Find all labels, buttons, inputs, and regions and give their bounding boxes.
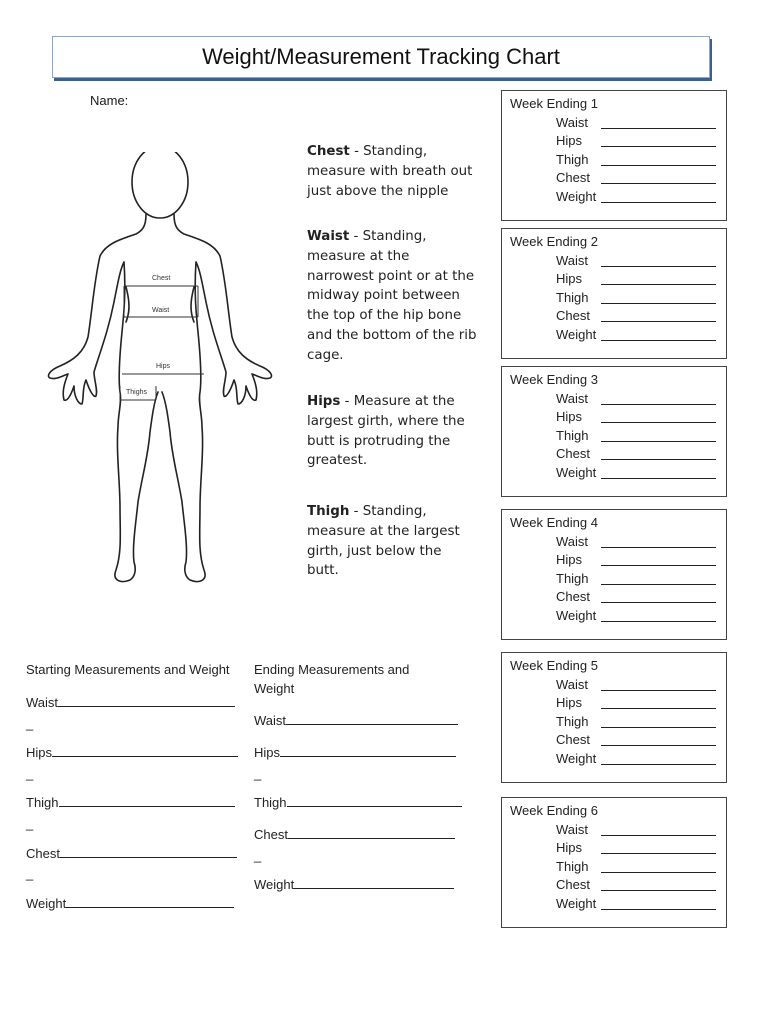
- waist-entry-line[interactable]: [601, 835, 716, 836]
- ending-measurements: [254, 660, 469, 900]
- field-label: Weight: [556, 465, 597, 480]
- chest-entry-line[interactable]: [601, 459, 716, 460]
- field-label: Weight: [556, 896, 597, 911]
- week-title: Week Ending 5: [510, 658, 598, 673]
- start-weight-line[interactable]: [66, 895, 234, 908]
- field-label: Chest: [556, 308, 590, 323]
- thigh-entry-line[interactable]: [601, 303, 716, 304]
- field-label: Hips: [556, 552, 583, 567]
- ending-heading: Ending Measurements and Weight: [254, 662, 410, 696]
- week-6-box: [501, 797, 727, 928]
- field-label: Thigh: [556, 152, 589, 167]
- week-2-box: [501, 228, 727, 359]
- field-label: Hips: [556, 271, 583, 286]
- field-label: Thigh: [556, 714, 589, 729]
- field-label: Chest: [26, 846, 60, 861]
- field-label: Waist: [556, 677, 589, 692]
- end-chest-line[interactable]: [288, 826, 455, 839]
- start-hips-line[interactable]: [52, 744, 238, 757]
- chest-entry-line[interactable]: [601, 890, 716, 891]
- field-label: Thigh: [556, 290, 589, 305]
- field-label: Chest: [556, 877, 590, 892]
- figure-label-chest: Chest: [152, 275, 171, 282]
- wrap-dash: _: [26, 716, 34, 731]
- field-label: Waist: [556, 115, 589, 130]
- weight-entry-line[interactable]: [601, 909, 716, 910]
- weight-entry-line[interactable]: [601, 478, 716, 479]
- wrap-dash: _: [254, 766, 262, 781]
- thigh-entry-line[interactable]: [601, 584, 716, 585]
- field-label: Waist: [556, 391, 589, 406]
- field-label: Weight: [556, 608, 597, 623]
- field-label: Chest: [556, 170, 590, 185]
- field-label: Thigh: [26, 795, 59, 810]
- hips-entry-line[interactable]: [601, 284, 716, 285]
- waist-entry-line[interactable]: [601, 404, 716, 405]
- field-label: Thigh: [556, 428, 589, 443]
- start-thigh-line[interactable]: [59, 794, 235, 807]
- wrap-dash: _: [254, 848, 262, 863]
- field-label: Hips: [556, 695, 583, 710]
- thigh-entry-line[interactable]: [601, 165, 716, 166]
- field-label: Thigh: [556, 859, 589, 874]
- field-label: Hips: [556, 133, 583, 148]
- page-title: Weight/Measurement Tracking Chart: [52, 36, 710, 78]
- field-label: Thigh: [254, 795, 287, 810]
- chest-entry-line[interactable]: [601, 183, 716, 184]
- week-title: Week Ending 4: [510, 515, 598, 530]
- field-label: Waist: [556, 253, 589, 268]
- hips-entry-line[interactable]: [601, 708, 716, 709]
- week-title: Week Ending 6: [510, 803, 598, 818]
- week-5-box: [501, 652, 727, 783]
- end-weight-line[interactable]: [294, 876, 454, 889]
- figure-label-hips: Hips: [156, 363, 171, 370]
- hips-entry-line[interactable]: [601, 146, 716, 147]
- week-title: Week Ending 2: [510, 234, 598, 249]
- name-label: Name:: [90, 93, 129, 108]
- hips-entry-line[interactable]: [601, 853, 716, 854]
- field-label: Chest: [556, 589, 590, 604]
- field-label: Waist: [26, 695, 59, 710]
- figure-label-thighs: Thighs: [126, 389, 148, 396]
- weight-entry-line[interactable]: [601, 202, 716, 203]
- field-label: Hips: [556, 840, 583, 855]
- field-label: Weight: [556, 327, 597, 342]
- waist-entry-line[interactable]: [601, 690, 716, 691]
- chest-entry-line[interactable]: [601, 602, 716, 603]
- field-label: Chest: [254, 827, 288, 842]
- field-label: Waist: [556, 534, 589, 549]
- weight-entry-line[interactable]: [601, 764, 716, 765]
- chest-entry-line[interactable]: [601, 745, 716, 746]
- start-waist-line[interactable]: [58, 694, 235, 707]
- thigh-entry-line[interactable]: [601, 872, 716, 873]
- thigh-instruction: Thigh - Standing, measure at the largest girth, just below the butt.: [307, 504, 460, 579]
- start-chest-line[interactable]: [60, 845, 237, 858]
- field-label: Waist: [556, 822, 589, 837]
- field-label: Hips: [254, 745, 281, 760]
- waist-entry-line[interactable]: [601, 547, 716, 548]
- wrap-dash: _: [26, 816, 34, 831]
- thigh-entry-line[interactable]: [601, 441, 716, 442]
- wrap-dash: _: [26, 866, 34, 881]
- field-label: Chest: [556, 732, 590, 747]
- starting-measurements: [26, 660, 251, 920]
- field-label: Thigh: [556, 571, 589, 586]
- weight-entry-line[interactable]: [601, 621, 716, 622]
- starting-heading: Starting Measurements and Weight: [26, 662, 230, 677]
- hips-instruction: Hips - Measure at the largest girth, where the butt is protruding the greatest.: [307, 394, 465, 469]
- field-label: Weight: [556, 189, 597, 204]
- chest-entry-line[interactable]: [601, 321, 716, 322]
- week-3-box: [501, 366, 727, 497]
- week-1-box: [501, 90, 727, 221]
- body-outline-figure: [38, 152, 283, 592]
- field-label: Weight: [556, 751, 597, 766]
- field-label: Hips: [26, 745, 53, 760]
- field-label: Weight: [26, 896, 67, 911]
- waist-entry-line[interactable]: [601, 266, 716, 267]
- thigh-entry-line[interactable]: [601, 727, 716, 728]
- field-label: Hips: [556, 409, 583, 424]
- wrap-dash: _: [26, 766, 34, 781]
- end-hips-line[interactable]: [280, 744, 456, 757]
- field-label: Waist: [254, 713, 287, 728]
- week-4-box: [501, 509, 727, 640]
- waist-entry-line[interactable]: [601, 128, 716, 129]
- field-label: Chest: [556, 446, 590, 461]
- hips-entry-line[interactable]: [601, 565, 716, 566]
- end-thigh-line[interactable]: [287, 794, 462, 807]
- field-label: Weight: [254, 877, 295, 892]
- hips-entry-line[interactable]: [601, 422, 716, 423]
- week-title: Week Ending 1: [510, 96, 598, 111]
- waist-instruction: Waist - Standing, measure at the narrowest point or at the midway point between the top of the hip bone and the bottom of the rib cage.: [307, 229, 477, 363]
- end-waist-line[interactable]: [286, 712, 458, 725]
- chest-instruction: Chest - Standing, measure with breath out just above the nipple: [307, 144, 473, 199]
- weight-entry-line[interactable]: [601, 340, 716, 341]
- figure-label-waist: Waist: [152, 307, 170, 314]
- week-title: Week Ending 3: [510, 372, 598, 387]
